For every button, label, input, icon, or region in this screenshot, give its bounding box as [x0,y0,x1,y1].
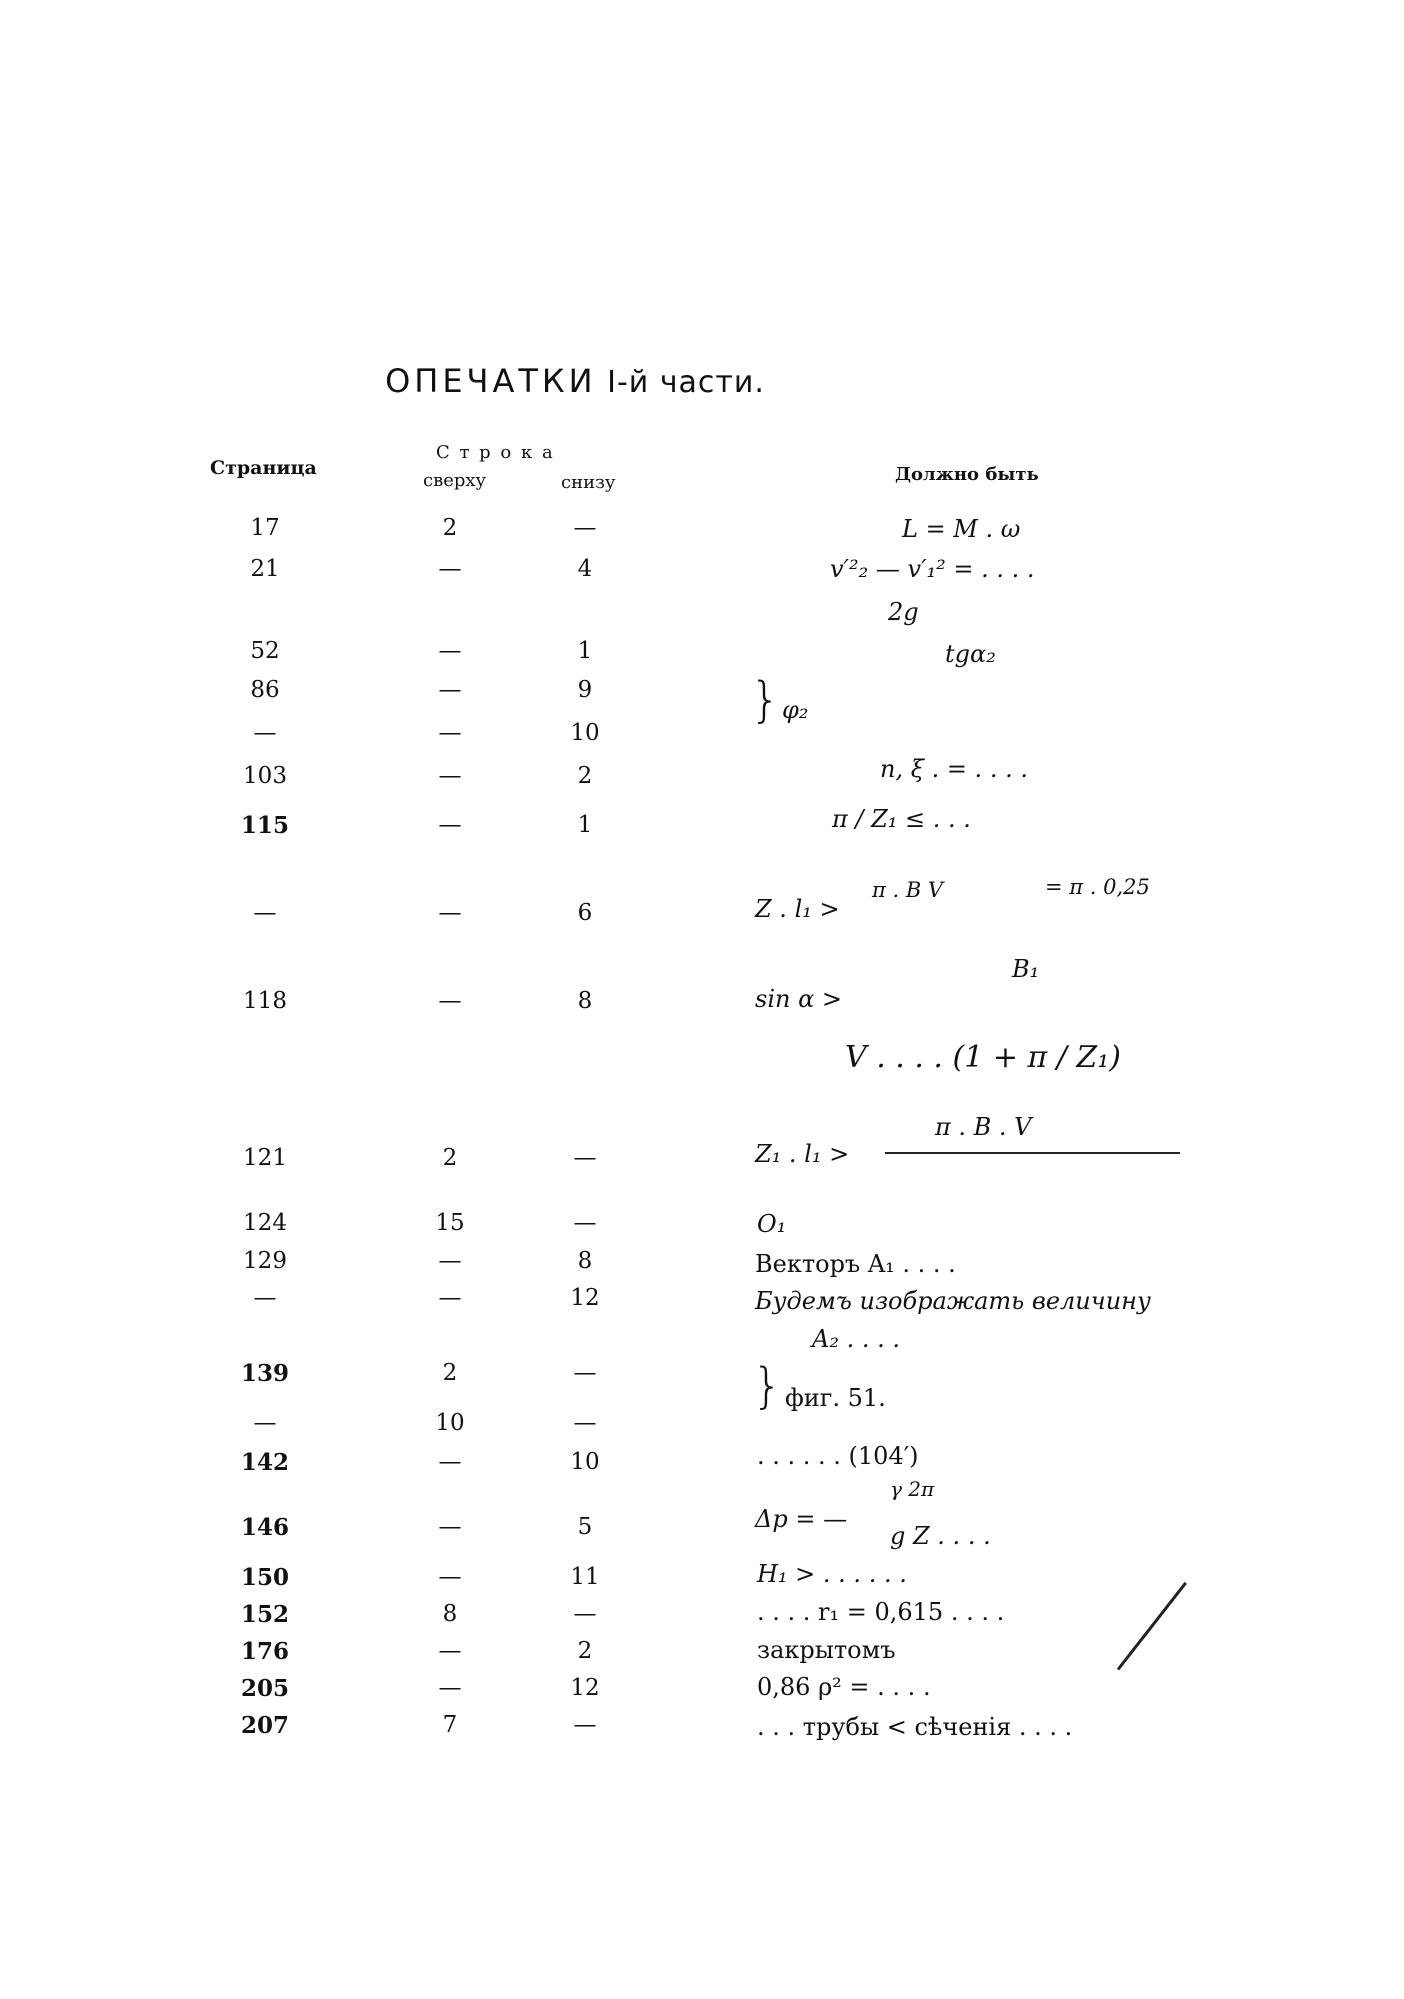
row-page-cell: 142 [240,1449,289,1476]
row-bottom-cell: 11 [570,1564,600,1590]
correction-118-expr: V . . . . (1 + π / Z₁) [845,1040,1121,1075]
correction-115b-b: B₁ [1012,955,1040,983]
row-top-cell: — [438,1675,462,1701]
row-page-cell: 150 [240,1564,289,1591]
correction-121: Z₁ . l₁ > [755,1140,850,1168]
correction-150: H₁ > . . . . . . [757,1560,907,1588]
header-page: Страница [210,457,317,479]
correction-142: . . . . . . (104′) [757,1442,919,1470]
row-bottom-cell: 12 [570,1675,600,1701]
row-top-cell: — [438,1285,462,1311]
row-page-cell: 21 [250,556,280,582]
correction-103: n, ξ . = . . . . [880,755,1028,783]
correction-129: Векторъ A₁ . . . . [755,1250,956,1278]
correction-86: φ₂ [782,696,809,724]
title-main: ОПЕЧАТКИ [385,362,597,400]
row-page-cell: 176 [240,1638,289,1665]
row-top-cell: — [438,812,462,838]
correction-115b-right: = π . 0,25 [1045,875,1150,899]
correction-21-denominator: 2g [888,598,919,626]
correction-129b: Будемъ изображать величину [755,1287,1151,1315]
row-bottom-cell: — [573,1410,597,1436]
row-top-cell: — [438,1514,462,1540]
row-page-cell: — [253,720,277,746]
row-top-cell: — [438,988,462,1014]
row-page-cell: 205 [240,1675,289,1702]
header-should-be: Должно быть [895,464,1039,485]
row-bottom-cell: — [573,1145,597,1171]
brace-icon: } [750,672,781,728]
correction-115b: Z . l₁ > [755,895,840,923]
row-page-cell: 103 [243,763,287,789]
correction-115: π / Z₁ ≤ . . . [832,805,971,833]
header-from-bottom: снизу [561,472,616,493]
row-top-cell: — [438,556,462,582]
correction-118: sin α > [755,985,843,1013]
correction-121-numerator: π . B . V [935,1113,1032,1141]
fraction-line [885,1152,1180,1154]
correction-129b-cont: A₂ . . . . [812,1325,900,1353]
row-page-cell: 139 [240,1360,289,1387]
brace-icon-2: } [752,1358,783,1414]
correction-207: . . . трубы < сѣченія . . . . [757,1713,1073,1741]
row-bottom-cell: 2 [577,1638,593,1664]
row-top-cell: — [438,677,462,703]
row-top-cell: — [438,763,462,789]
row-bottom-cell: 1 [577,812,593,838]
row-page-cell: 115 [240,812,289,839]
page-title [0,362,1150,400]
row-top-cell: 2 [442,1145,458,1171]
row-page-cell: 118 [243,988,287,1014]
row-page-cell: 17 [250,515,280,541]
header-from-top: сверху [423,470,487,491]
row-top-cell: — [438,1248,462,1274]
row-page-cell: — [253,1285,277,1311]
row-page-cell: — [253,900,277,926]
row-top-cell: 2 [442,1360,458,1386]
row-top-cell: — [438,720,462,746]
row-top-cell: 2 [442,515,458,541]
row-top-cell: — [438,638,462,664]
row-bottom-cell: 10 [570,1449,600,1475]
row-page-cell: 129 [243,1248,287,1274]
row-bottom-cell: — [573,515,597,541]
row-bottom-cell: 1 [577,638,593,664]
row-bottom-cell: 4 [577,556,593,582]
row-page-cell: 146 [240,1514,289,1541]
correction-146: Δp = — [755,1505,848,1533]
row-bottom-cell: — [573,1210,597,1236]
row-top-cell: — [438,1564,462,1590]
row-top-cell: 10 [435,1410,465,1436]
row-page-cell: 121 [243,1145,287,1171]
row-bottom-cell: 8 [577,1248,593,1274]
correction-124: O₁ [757,1210,787,1238]
correction-146-numerator: γ 2π [890,1477,935,1501]
row-bottom-cell: 9 [577,677,593,703]
row-bottom-cell: — [573,1601,597,1627]
correction-21: v′²₂ — v′₁² = . . . . [830,555,1035,583]
row-bottom-cell: 10 [570,720,600,746]
correction-176: закрытомъ [757,1636,896,1664]
row-bottom-cell: 12 [570,1285,600,1311]
row-bottom-cell: — [573,1712,597,1738]
row-top-cell: — [438,1638,462,1664]
row-page-cell: 86 [250,677,280,703]
row-bottom-cell: — [573,1360,597,1386]
correction-205: 0,86 ρ² = . . . . [757,1673,931,1701]
correction-152: . . . . r₁ = 0,615 . . . . [757,1598,1005,1626]
row-page-cell: 52 [250,638,280,664]
row-top-cell: — [438,900,462,926]
row-bottom-cell: 2 [577,763,593,789]
row-page-cell: 152 [240,1601,289,1628]
header-line: С т р о к а [436,442,555,463]
row-top-cell: — [438,1449,462,1475]
row-bottom-cell: 8 [577,988,593,1014]
row-page-cell: 207 [240,1712,289,1739]
row-bottom-cell: 5 [577,1514,593,1540]
correction-17: L = M . ω [902,515,1021,543]
correction-52: tgα₂ [945,640,996,668]
correction-146-denominator: g Z . . . . [890,1522,991,1550]
row-page-cell: — [253,1410,277,1436]
title-rest: I-й части. [607,365,765,400]
row-top-cell: 15 [435,1210,465,1236]
row-top-cell: 8 [442,1601,458,1627]
row-top-cell: 7 [442,1712,458,1738]
pen-mark [1117,1582,1187,1671]
row-bottom-cell: 6 [577,900,593,926]
correction-139: фиг. 51. [785,1384,886,1412]
correction-115b-numerator: π . B V [872,878,944,902]
row-page-cell: 124 [243,1210,287,1236]
